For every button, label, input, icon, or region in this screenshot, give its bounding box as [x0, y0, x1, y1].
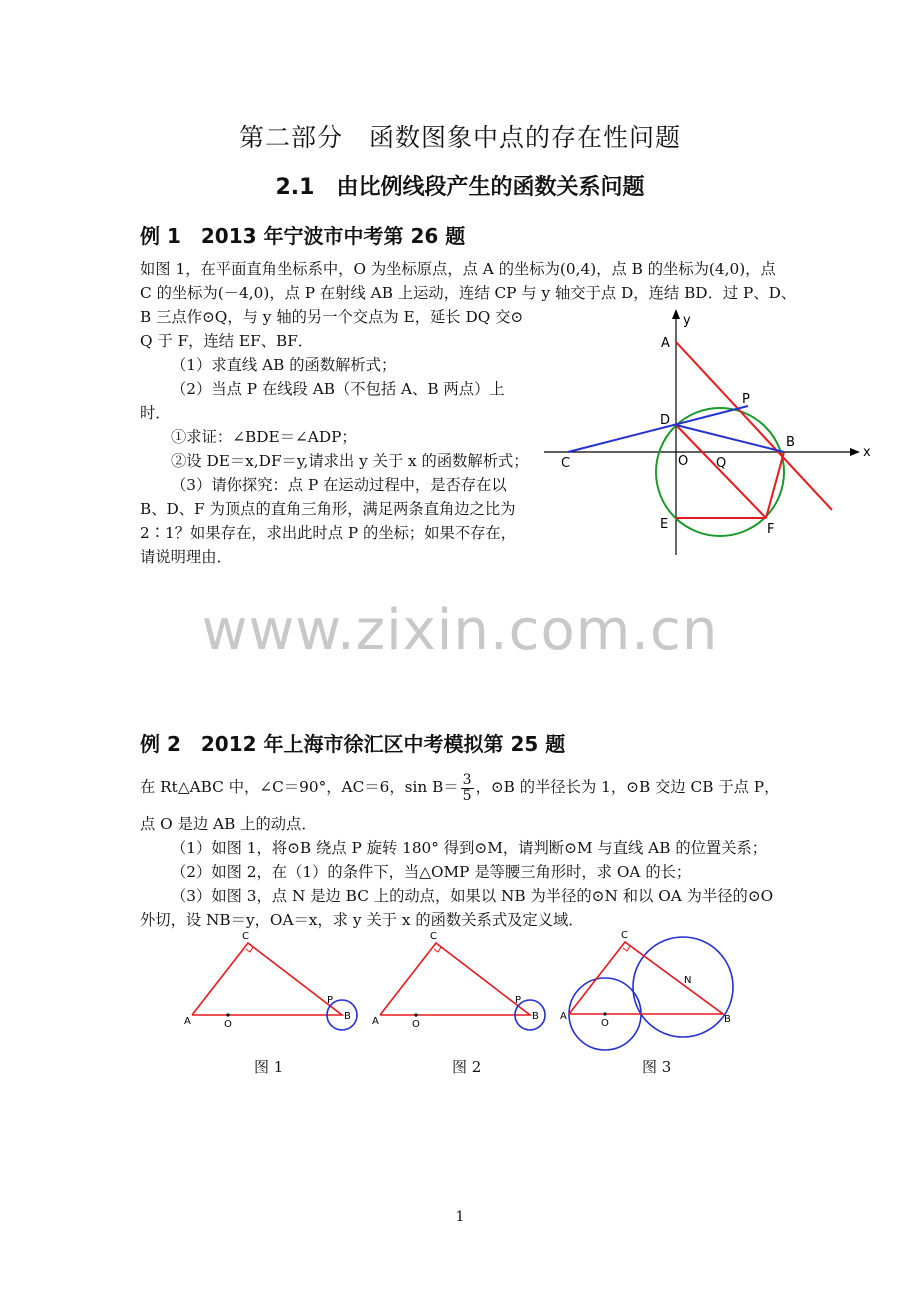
fig3-label-b: B [724, 1014, 731, 1025]
ex1-question-1: （1）求直线 AB 的函数解析式； [171, 356, 397, 374]
fig2-point-o [414, 1013, 417, 1016]
label-d: D [660, 413, 671, 428]
ex2-question-2: （2）如图 2，在（1）的条件下，当△OMP 是等腰三角形时，求 OA 的长； [171, 863, 692, 881]
fig3-point-o [603, 1012, 606, 1015]
fig1-triangle [192, 943, 342, 1015]
ex1-line: 2∶1？如果存在，求出此时点 P 的坐标；如果不存在， [140, 524, 517, 542]
ex1-question-2: （2）当点 P 在线段 AB（不包括 A、B 两点）上 [171, 380, 505, 398]
ex2-line: 点 O 是边 AB 上的动点． [140, 815, 317, 833]
ex1-line: 如图 1，在平面直角坐标系中，O 为坐标原点，点 A 的坐标为(0,4)，点 B 的坐标为(4,0)，点 [140, 260, 776, 278]
ex2-line-1 [140, 768, 779, 806]
label-b: B [786, 435, 795, 450]
segment-df [676, 425, 766, 518]
fig3-label-a: A [560, 1011, 567, 1022]
ex1-question-3: （3）请你探究：点 P 在运动过程中，是否存在以 [171, 476, 507, 494]
fig1-right-angle-mark [246, 947, 253, 952]
label-f: F [767, 522, 775, 537]
fig1-label-o: O [224, 1019, 232, 1030]
fig3-label-c: C [621, 930, 628, 941]
ex1-question-2-2: ②设 DE＝x,DF＝y,请求出 y 关于 x 的函数解析式； [171, 452, 529, 470]
fig2-label-o: O [412, 1019, 420, 1030]
label-y: y [683, 313, 691, 328]
fig3-right-angle-mark [623, 946, 630, 951]
label-q: Q [716, 456, 727, 471]
example2-figures [180, 925, 750, 1055]
page-number: 1 [455, 1209, 465, 1225]
ex1-line: B、D、F 为顶点的直角三角形，满足两条直角边之比为 [140, 500, 516, 518]
ray-ab [676, 342, 832, 510]
figure-1-caption: 图 1 [254, 1058, 284, 1076]
fig3-label-n: N [684, 975, 692, 986]
part-title: 第二部分 函数图象中点的存在性问题 [238, 123, 681, 152]
fig1-label-a: A [184, 1016, 191, 1027]
ex2-line-1-a: 在 Rt△ABC 中，∠C＝90°，AC＝6， [140, 778, 405, 796]
fig3-circle-n [633, 937, 733, 1037]
fig2-label-b: B [532, 1011, 539, 1022]
ex1-line: Q 于 F，连结 EF、BF． [140, 332, 314, 350]
fraction-numerator: 3 [462, 771, 472, 788]
y-axis-arrow [672, 309, 680, 319]
ex1-line: 请说明理由． [140, 548, 232, 566]
ex1-line: B 三点作⊙Q，与 y 轴的另一个交点为 E，延长 DQ 交⊙ [140, 308, 524, 326]
figure-3-caption: 图 3 [642, 1058, 672, 1076]
section-title: 2.1 由比例线段产生的函数关系问题 [275, 175, 645, 200]
fig2-triangle [380, 943, 530, 1015]
example1-heading: 例 1 2013 年宁波市中考第 26 题 [140, 224, 466, 248]
fig1-label-p: P [327, 995, 334, 1006]
segment-bf [766, 452, 784, 518]
fig1-label-c: C [242, 931, 249, 942]
watermark: www.zixin.com.cn [201, 598, 719, 663]
fig1-point-o [226, 1013, 229, 1016]
fig3-label-o: O [601, 1018, 609, 1029]
fig2-label-a: A [372, 1016, 379, 1027]
x-axis-arrow [850, 448, 860, 456]
ex1-question-2-1: ①求证：∠BDE＝∠ADP； [171, 428, 357, 446]
figure-1 [184, 931, 357, 1030]
label-a: A [661, 336, 670, 351]
figure-2-caption: 图 2 [452, 1058, 482, 1076]
fraction-3-5 [461, 773, 474, 804]
fig2-label-c: C [430, 931, 437, 942]
segment-cp [568, 406, 748, 452]
ex1-line: C 的坐标为(－4,0)，点 P 在射线 AB 上运动，连结 CP 与 y 轴交于点 D，连结 BD．过 P、D、 [140, 284, 797, 302]
label-p: P [742, 392, 750, 407]
label-e: E [660, 517, 669, 532]
example1-figure [540, 305, 880, 565]
example2-heading: 例 2 2012 年上海市徐汇区中考模拟第 25 题 [140, 732, 566, 756]
figure-2 [372, 931, 545, 1030]
figure-3 [560, 930, 733, 1050]
ex2-question-1: （1）如图 1，将⊙B 绕点 P 旋转 180° 得到⊙M，请判断⊙M 与直线 AB 的位置关系； [171, 839, 768, 857]
label-x: x [863, 445, 871, 460]
fig1-label-b: B [344, 1011, 351, 1022]
ex2-question-3: （3）如图 3，点 N 是边 BC 上的动点，如果以 NB 为半径的⊙N 和以 OA 为半径的⊙O [171, 887, 774, 905]
fig2-label-p: P [515, 995, 522, 1006]
ex1-line: 时． [140, 404, 171, 422]
label-c: C [561, 456, 571, 471]
sin-label: sin B＝ [404, 778, 459, 796]
ex2-line-1-b: ，⊙B 的半径长为 1，⊙B 交边 CB 于点 P， [475, 778, 780, 796]
label-o: O [678, 454, 689, 469]
ex2-line: 外切，设 NB＝y，OA＝x，求 y 关于 x 的函数关系式及定义域． [140, 911, 584, 929]
fraction-denominator: 5 [462, 787, 472, 804]
fig2-right-angle-mark [434, 947, 441, 952]
